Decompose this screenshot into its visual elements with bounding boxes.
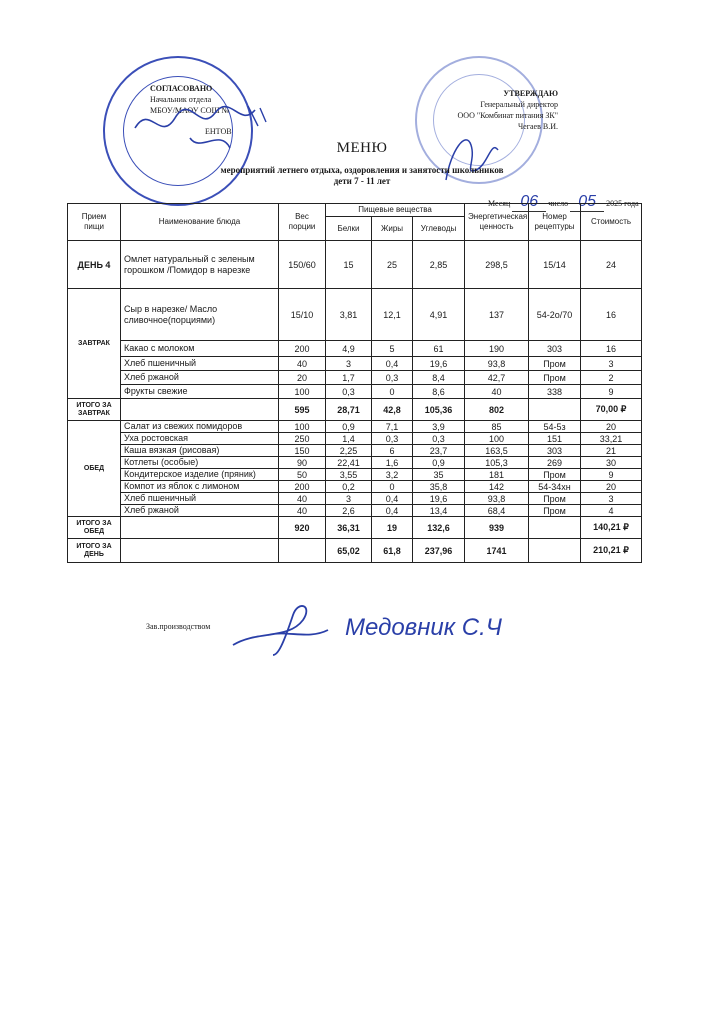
total-carbs: 105,36 — [413, 399, 465, 421]
header-protein: Белки — [326, 217, 372, 241]
total-energy: 802 — [465, 399, 529, 421]
dish-fat: 0,3 — [372, 371, 413, 385]
dish-energy: 181 — [465, 469, 529, 481]
dish-name: Хлеб ржаной — [121, 371, 279, 385]
dish-recipe: Пром — [529, 505, 581, 517]
total-name-empty — [121, 539, 279, 563]
dish-weight: 20 — [279, 371, 326, 385]
dish-price: 4 — [581, 505, 642, 517]
dish-weight: 40 — [279, 357, 326, 371]
table-row — [68, 493, 642, 505]
table-row — [68, 241, 642, 289]
dish-protein: 3,55 — [326, 469, 372, 481]
dish-energy: 105,3 — [465, 457, 529, 469]
total-weight-empty — [279, 539, 326, 563]
dish-fat: 12,1 — [372, 289, 413, 341]
dish-recipe: 54-2о/70 — [529, 289, 581, 341]
total-recipe-empty — [529, 399, 581, 421]
total-carbs: 132,6 — [413, 517, 465, 539]
dish-weight: 15/10 — [279, 289, 326, 341]
dish-carbs: 19,6 — [413, 493, 465, 505]
header-fat: Жиры — [372, 217, 413, 241]
dish-carbs: 0,3 — [413, 433, 465, 445]
footer-label: Зав.производством — [146, 622, 211, 631]
total-price: 210,21 ₽ — [581, 539, 642, 563]
header-weight: Вес порции — [279, 204, 326, 241]
dish-fat: 5 — [372, 341, 413, 357]
dish-weight: 50 — [279, 469, 326, 481]
dish-weight: 40 — [279, 493, 326, 505]
dish-name: Хлеб ржаной — [121, 505, 279, 517]
total-weight: 920 — [279, 517, 326, 539]
table-row — [68, 505, 642, 517]
dish-recipe: 303 — [529, 341, 581, 357]
total-row-day — [68, 539, 642, 563]
dish-carbs: 8,4 — [413, 371, 465, 385]
dish-name: Салат из свежих помидоров — [121, 421, 279, 433]
total-row-lunch — [68, 517, 642, 539]
stamp-left-line2: МБОУ/МАОУ СОШ № — [150, 106, 230, 115]
dish-weight: 250 — [279, 433, 326, 445]
dish-carbs: 3,9 — [413, 421, 465, 433]
dish-weight: 150 — [279, 445, 326, 457]
signature-text: Медовник С.Ч — [345, 614, 502, 641]
dish-carbs: 2,85 — [413, 241, 465, 289]
header-meal: Прием пищи — [68, 204, 121, 241]
dish-weight: 150/60 — [279, 241, 326, 289]
dish-fat: 1,6 — [372, 457, 413, 469]
total-recipe-empty — [529, 539, 581, 563]
stamp-right-heading: УТВЕРЖДАЮ — [503, 89, 558, 98]
dish-recipe: Пром — [529, 371, 581, 385]
total-protein: 28,71 — [326, 399, 372, 421]
dish-carbs: 4,91 — [413, 289, 465, 341]
dish-energy: 40 — [465, 385, 529, 399]
day-label: ДЕНЬ 4 — [68, 241, 121, 289]
dish-protein: 3,81 — [326, 289, 372, 341]
dish-carbs: 8,6 — [413, 385, 465, 399]
stamp-left-line3: ЕНТОВ — [205, 127, 232, 136]
total-energy: 1741 — [465, 539, 529, 563]
dish-recipe: 303 — [529, 445, 581, 457]
dish-protein: 1,4 — [326, 433, 372, 445]
dish-recipe: Пром — [529, 469, 581, 481]
dish-price: 3 — [581, 357, 642, 371]
dish-energy: 190 — [465, 341, 529, 357]
header-price: Стоимость — [581, 204, 642, 241]
table-row — [68, 357, 642, 371]
dish-protein: 3 — [326, 357, 372, 371]
dish-name: Какао с молоком — [121, 341, 279, 357]
dish-name: Фрукты свежие — [121, 385, 279, 399]
month-label: Месяц — [488, 199, 511, 208]
dish-fat: 7,1 — [372, 421, 413, 433]
table-row — [68, 341, 642, 357]
dish-energy: 93,8 — [465, 357, 529, 371]
stamp-left-heading: СОГЛАСОВАНО — [150, 84, 213, 93]
dish-price: 24 — [581, 241, 642, 289]
dish-carbs: 0,9 — [413, 457, 465, 469]
dish-energy: 163,5 — [465, 445, 529, 457]
total-carbs: 237,96 — [413, 539, 465, 563]
year-text: 2025 года — [606, 199, 639, 208]
dish-price: 20 — [581, 481, 642, 493]
dish-weight: 200 — [279, 481, 326, 493]
dish-price: 20 — [581, 421, 642, 433]
total-energy: 939 — [465, 517, 529, 539]
meal-label-lunch: ОБЕД — [68, 421, 121, 517]
page-title: МЕНЮ — [336, 140, 388, 156]
total-label: ИТОГО ЗА ДЕНЬ — [68, 539, 121, 563]
dish-weight: 100 — [279, 385, 326, 399]
header-row-1 — [68, 204, 642, 217]
dish-fat: 0 — [372, 481, 413, 493]
dish-fat: 0,4 — [372, 505, 413, 517]
dish-fat: 0,3 — [372, 433, 413, 445]
dish-carbs: 61 — [413, 341, 465, 357]
dish-recipe: 338 — [529, 385, 581, 399]
dish-protein: 0,2 — [326, 481, 372, 493]
dish-name: Хлеб пшеничный — [121, 493, 279, 505]
total-protein: 36,31 — [326, 517, 372, 539]
dish-fat: 6 — [372, 445, 413, 457]
dish-energy: 137 — [465, 289, 529, 341]
table-row — [68, 421, 642, 433]
dish-recipe: 269 — [529, 457, 581, 469]
dish-fat: 0 — [372, 385, 413, 399]
dish-price: 21 — [581, 445, 642, 457]
dish-energy: 142 — [465, 481, 529, 493]
day-value: 05 — [570, 193, 604, 212]
header-nutrients: Пищевые вещества — [326, 204, 465, 217]
dish-protein: 3 — [326, 493, 372, 505]
table-row — [68, 371, 642, 385]
dish-protein: 2,25 — [326, 445, 372, 457]
header-recipe: Номер рецептуры — [529, 204, 581, 241]
header-name: Наименование блюда — [121, 204, 279, 241]
dish-price: 9 — [581, 469, 642, 481]
subtitle-age: дети 7 - 11 лет — [333, 176, 391, 186]
total-fat: 61,8 — [372, 539, 413, 563]
dish-protein: 15 — [326, 241, 372, 289]
table-row — [68, 457, 642, 469]
stamp-right-line1: Генеральный директор — [480, 100, 558, 109]
stamp-right-line3: Чегаев В.И. — [517, 122, 558, 131]
header-carbs: Углеводы — [413, 217, 465, 241]
dish-recipe: 54-5з — [529, 421, 581, 433]
total-recipe-empty — [529, 517, 581, 539]
table-row — [68, 445, 642, 457]
signature-footer — [228, 600, 338, 660]
dish-weight: 40 — [279, 505, 326, 517]
total-price: 140,21 ₽ — [581, 517, 642, 539]
total-label: ИТОГО ЗА ЗАВТРАК — [68, 399, 121, 421]
menu-table — [67, 203, 642, 563]
dish-name: Компот из яблок с лимоном — [121, 481, 279, 493]
table-row — [68, 385, 642, 399]
dish-recipe: Пром — [529, 357, 581, 371]
dish-carbs: 23,7 — [413, 445, 465, 457]
dish-recipe: Пром — [529, 493, 581, 505]
total-name-empty — [121, 517, 279, 539]
dish-protein: 1,7 — [326, 371, 372, 385]
dish-name: Омлет натуральный с зеленым горошком /Помидор в нарезке — [121, 241, 279, 289]
dish-fat: 3,2 — [372, 469, 413, 481]
dish-carbs: 35,8 — [413, 481, 465, 493]
dish-protein: 4,9 — [326, 341, 372, 357]
total-price: 70,00 ₽ — [581, 399, 642, 421]
dish-energy: 85 — [465, 421, 529, 433]
total-protein: 65,02 — [326, 539, 372, 563]
dish-name: Кондитерское изделие (пряник) — [121, 469, 279, 481]
total-row-breakfast — [68, 399, 642, 421]
dish-price: 16 — [581, 341, 642, 357]
dish-weight: 90 — [279, 457, 326, 469]
dish-recipe: 151 — [529, 433, 581, 445]
dish-price: 30 — [581, 457, 642, 469]
total-label: ИТОГО ЗА ОБЕД — [68, 517, 121, 539]
dish-fat: 25 — [372, 241, 413, 289]
dish-name: Хлеб пшеничный — [121, 357, 279, 371]
dish-recipe: 54-34хн — [529, 481, 581, 493]
meal-label-breakfast: ЗАВТРАК — [68, 289, 121, 399]
dish-carbs: 13,4 — [413, 505, 465, 517]
dish-carbs: 35 — [413, 469, 465, 481]
table-row — [68, 469, 642, 481]
table-row — [68, 433, 642, 445]
dish-price: 16 — [581, 289, 642, 341]
dish-name: Уха ростовская — [121, 433, 279, 445]
table-row — [68, 481, 642, 493]
total-name-empty — [121, 399, 279, 421]
dish-name: Сыр в нарезке/ Масло сливочное(порциями) — [121, 289, 279, 341]
dish-carbs: 19,6 — [413, 357, 465, 371]
stamp-right-line2: ООО "Комбинат питания ЗК" — [457, 111, 558, 120]
dish-protein: 0,9 — [326, 421, 372, 433]
total-fat: 19 — [372, 517, 413, 539]
dish-weight: 100 — [279, 421, 326, 433]
dish-energy: 68,4 — [465, 505, 529, 517]
dish-price: 33,21 — [581, 433, 642, 445]
dish-price: 3 — [581, 493, 642, 505]
subtitle-event: мероприятий летнего отдыха, оздоровления и занятости школьников — [220, 165, 504, 175]
stamp-left-line1: Начальник отдела — [150, 95, 212, 104]
dish-fat: 0,4 — [372, 357, 413, 371]
dish-protein: 2,6 — [326, 505, 372, 517]
total-weight: 595 — [279, 399, 326, 421]
dish-name: Каша вязкая (рисовая) — [121, 445, 279, 457]
dish-energy: 42,7 — [465, 371, 529, 385]
day-label: число — [548, 199, 569, 208]
dish-name: Котлеты (особые) — [121, 457, 279, 469]
month-value: 06 — [512, 193, 546, 212]
dish-recipe: 15/14 — [529, 241, 581, 289]
dish-price: 9 — [581, 385, 642, 399]
table-row — [68, 289, 642, 341]
dish-energy: 93,8 — [465, 493, 529, 505]
dish-weight: 200 — [279, 341, 326, 357]
dish-energy: 100 — [465, 433, 529, 445]
dish-energy: 298,5 — [465, 241, 529, 289]
header-energy: Энергетическая ценность — [465, 204, 529, 241]
dish-price: 2 — [581, 371, 642, 385]
dish-fat: 0,4 — [372, 493, 413, 505]
dish-protein: 22,41 — [326, 457, 372, 469]
total-fat: 42,8 — [372, 399, 413, 421]
dish-protein: 0,3 — [326, 385, 372, 399]
